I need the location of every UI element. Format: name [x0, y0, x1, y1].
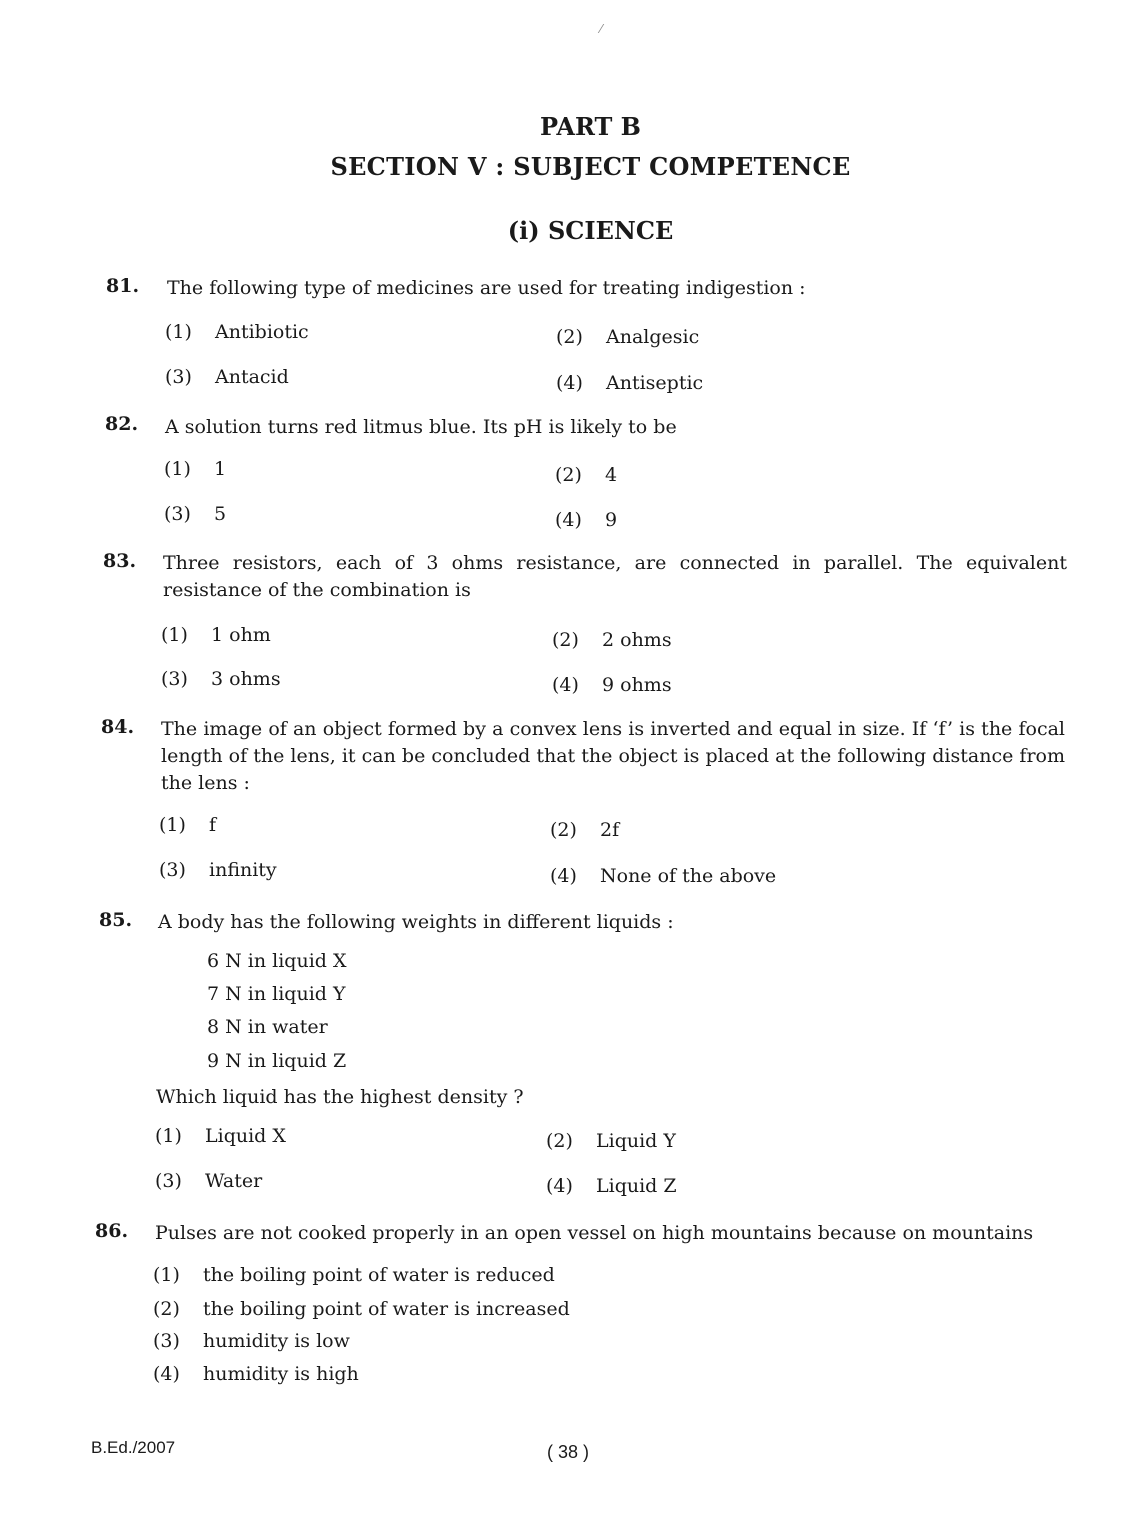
option-number: (3) — [159, 859, 186, 881]
option-number: (2) — [550, 819, 577, 841]
option-text: Analgesic — [606, 326, 700, 348]
section-title: SECTION V : SUBJECT COMPETENCE — [330, 152, 851, 181]
option-number: (1) — [153, 1264, 180, 1286]
weight-item: 8 N in water — [207, 1016, 328, 1038]
page-number: ( 38 ) — [547, 1442, 590, 1462]
option-text: Antiseptic — [606, 372, 704, 394]
option-text: Liquid Y — [596, 1130, 676, 1152]
option-text: 9 ohms — [602, 674, 672, 696]
question-number: 84. — [101, 716, 135, 738]
question-text: A body has the following weights in different liquids : — [158, 911, 674, 933]
option-text: 2f — [600, 819, 620, 841]
stray-mark: ⁄ — [600, 22, 603, 36]
option-3[interactable] — [164, 503, 226, 525]
option-number: (4) — [153, 1363, 180, 1385]
option-2[interactable] — [546, 1130, 676, 1152]
option-number: (4) — [550, 865, 577, 887]
option-4[interactable] — [556, 372, 703, 394]
option-text: the boiling point of water is increased — [203, 1298, 570, 1320]
option-3[interactable] — [161, 668, 281, 690]
part-title: PART B — [540, 112, 641, 141]
option-number: (1) — [161, 624, 188, 646]
option-number: (4) — [546, 1175, 573, 1197]
option-number: (3) — [153, 1330, 180, 1352]
option-3[interactable] — [159, 859, 277, 881]
option-2[interactable] — [550, 819, 619, 841]
question-subtext: Which liquid has the highest density ? — [156, 1086, 524, 1108]
option-text: f — [209, 814, 217, 836]
option-number: (1) — [164, 458, 191, 480]
option-text: Antibiotic — [215, 321, 309, 343]
option-4[interactable] — [550, 865, 776, 887]
option-3[interactable] — [165, 366, 289, 388]
question-number: 83. — [103, 550, 137, 572]
option-text: Liquid X — [205, 1125, 286, 1147]
option-number: (2) — [552, 629, 579, 651]
option-text: Liquid Z — [596, 1175, 677, 1197]
question-number: 82. — [105, 413, 139, 435]
option-2[interactable] — [555, 464, 617, 486]
option-text: Antacid — [215, 366, 289, 388]
weight-item: 6 N in liquid X — [207, 950, 347, 972]
option-1[interactable] — [159, 814, 216, 836]
option-number: (1) — [155, 1125, 182, 1147]
option-3[interactable] — [153, 1330, 350, 1352]
option-1[interactable] — [165, 321, 309, 343]
option-1[interactable] — [164, 458, 226, 480]
subject-title: (i) SCIENCE — [507, 216, 674, 245]
option-2[interactable] — [556, 326, 699, 348]
option-number: (4) — [556, 372, 583, 394]
option-text: Water — [205, 1170, 263, 1192]
option-3[interactable] — [155, 1170, 262, 1192]
option-2[interactable] — [552, 629, 672, 651]
option-text: the boiling point of water is reduced — [203, 1264, 555, 1286]
option-1[interactable] — [153, 1264, 555, 1286]
option-number: (2) — [556, 326, 583, 348]
option-text: 9 — [605, 509, 618, 531]
option-number: (2) — [153, 1298, 180, 1320]
option-text: 5 — [214, 503, 227, 525]
question-text: Pulses are not cooked properly in an open vessel on high mountains because on mountains — [155, 1222, 1034, 1244]
option-number: (1) — [159, 814, 186, 836]
question-text: The image of an object formed by a convex lens is inverted and equal in size. If ‘f’ is the focal length of the lens, it can be concluded that the object is placed at the following distance from the lens : — [161, 718, 1065, 794]
option-text: None of the above — [600, 865, 777, 887]
option-number: (3) — [164, 503, 191, 525]
option-4[interactable] — [546, 1175, 677, 1197]
weight-item: 7 N in liquid Y — [207, 983, 346, 1005]
option-text: 2 ohms — [602, 629, 672, 651]
question-text: The following type of medicines are used for treating indigestion : — [167, 277, 806, 299]
option-number: (1) — [165, 321, 192, 343]
option-text: 4 — [605, 464, 618, 486]
option-text: 1 — [214, 458, 227, 480]
option-number: (4) — [555, 509, 582, 531]
option-number: (4) — [552, 674, 579, 696]
question-number: 81. — [106, 275, 140, 297]
question-text: A solution turns red litmus blue. Its pH is likely to be — [165, 416, 677, 438]
option-text: 3 ohms — [211, 668, 281, 690]
question-number: 86. — [95, 1220, 129, 1242]
option-text: humidity is high — [203, 1363, 359, 1385]
option-4[interactable] — [552, 674, 672, 696]
option-4[interactable] — [555, 509, 617, 531]
option-text: infinity — [209, 859, 277, 881]
option-number: (3) — [165, 366, 192, 388]
option-4[interactable] — [153, 1363, 359, 1385]
option-number: (2) — [555, 464, 582, 486]
option-1[interactable] — [161, 624, 271, 646]
option-number: (2) — [546, 1130, 573, 1152]
question-number: 85. — [99, 909, 133, 931]
question-text: Three resistors, each of 3 ohms resistance, are connected in parallel. The equivalent resistance of the combination is — [163, 552, 1067, 601]
option-text: humidity is low — [203, 1330, 350, 1352]
weight-item: 9 N in liquid Z — [207, 1050, 347, 1072]
option-1[interactable] — [155, 1125, 286, 1147]
exam-code: B.Ed./2007 — [91, 1438, 176, 1457]
option-text: 1 ohm — [211, 624, 271, 646]
option-2[interactable] — [153, 1298, 570, 1320]
option-number: (3) — [155, 1170, 182, 1192]
option-number: (3) — [161, 668, 188, 690]
